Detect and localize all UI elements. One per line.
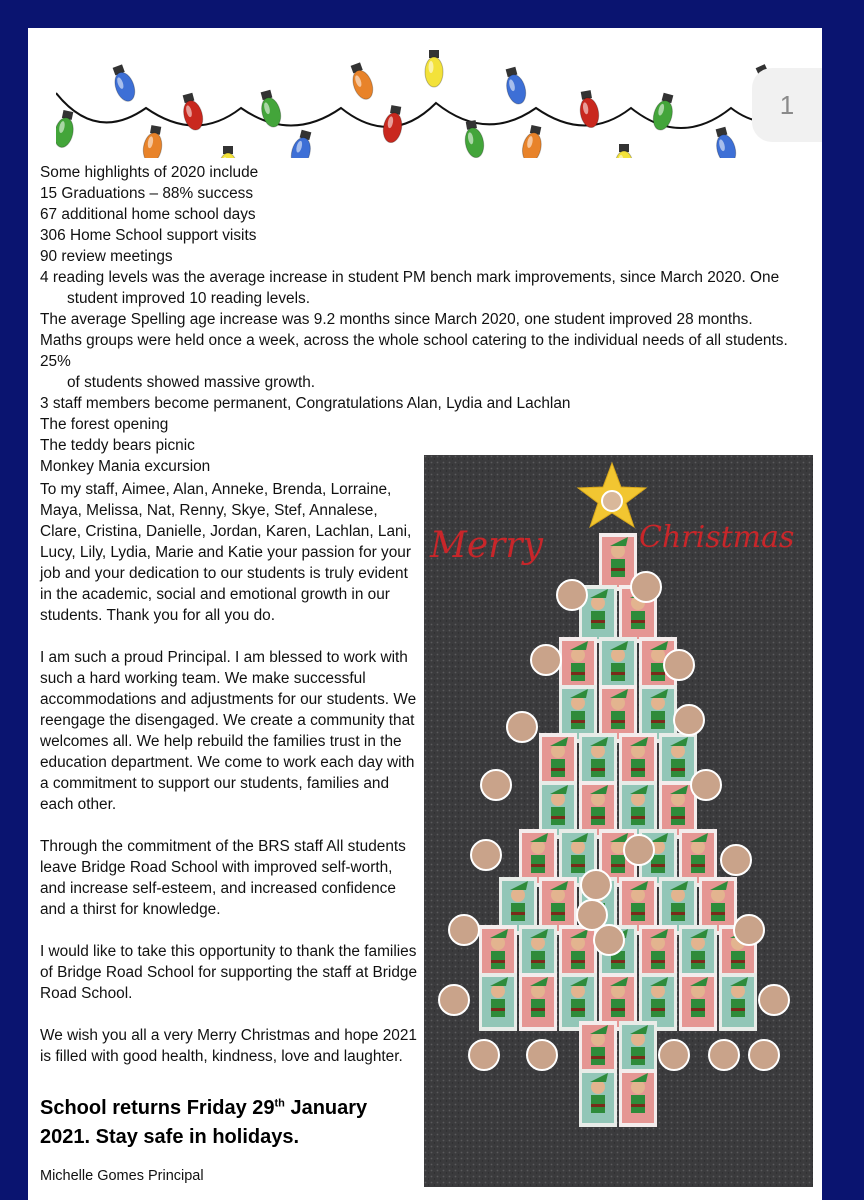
commitment-paragraph: Through the commitment of the BRS staff All students leave Bridge Road School with improved self-worth, and increase self-esteem, and increased confidence and a thirst for knowledge. (40, 838, 406, 918)
staff-photo-ornament (759, 985, 789, 1015)
highlight-line: 4 reading levels was the average increase in student PM bench mark improvements, since March 2020. One (40, 269, 780, 286)
staff-photo-ornament (507, 712, 537, 742)
staff-photo-ornament (594, 925, 624, 955)
highlight-line: 90 review meetings (40, 248, 173, 265)
light-bulb-icon (109, 63, 139, 104)
staff-photo-ornament (631, 572, 661, 602)
light-bulb-icon (56, 109, 77, 149)
merry-word: Merry (430, 525, 543, 566)
staff-photo-ornament (734, 915, 764, 945)
returns-text-end: January 2021. Stay safe in holidays. (40, 1097, 368, 1148)
elf-card (719, 973, 757, 1031)
proud-principal-paragraph: I am such a proud Principal. I am blessed to work with such a hard working team. We make successful accommodations and adjustments for our students. We reengage the disengaged. We create a community that welcomes all. We help rebuild the families trust in the education department. We come to work each day with a commitment to support our students, families and each other. (40, 649, 417, 813)
staff-photo-ornament (674, 705, 704, 735)
elf-card (679, 973, 717, 1031)
staff-photo-ornament (749, 1040, 779, 1070)
highlight-line: 306 Home School support visits (40, 227, 257, 244)
principal-signature: Michelle Gomes Principal (40, 1168, 204, 1184)
light-bulb-icon (288, 129, 315, 158)
returns-text-start: School returns Friday 29 (40, 1097, 275, 1119)
christmas-word: Christmas (639, 520, 795, 555)
christmas-tree-artwork (424, 455, 813, 1187)
staff-photo-ornament (664, 650, 694, 680)
staff-photo-ornament (581, 870, 611, 900)
light-bulb-icon (219, 146, 237, 158)
staff-photo-ornament (557, 580, 587, 610)
highlight-line: The average Spelling age increase was 9.2 months since March 2020, one student improved 28 months. (40, 311, 753, 328)
staff-thanks-paragraph: To my staff, Aimee, Alan, Anneke, Brenda, Lorraine, Maya, Melissa, Nat, Renny, Skye, Stef, Annalese, Clare, Cristina, Danielle, Jordan, Karen, Lachlan, Lani, Lucy, Lily, Lydia, Marie and Katie your passion for your job and your dedication to our students is truly evident in the academic, social and emotional growth in our students. Thank you for all you do. (40, 481, 412, 624)
staff-photo-ornament (659, 1040, 689, 1070)
staff-photo-ornament (471, 840, 501, 870)
staff-photo-ornament (469, 1040, 499, 1070)
school-returns-notice (40, 1094, 420, 1152)
light-bulb-icon (520, 124, 545, 158)
elf-card (479, 973, 517, 1031)
newsletter-page (28, 28, 822, 1200)
staff-photo-ornament (481, 770, 511, 800)
christmas-tree-photo (424, 455, 813, 1187)
principal-message (40, 479, 420, 1088)
highlight-line: 15 Graduations – 88% success (40, 185, 254, 202)
light-bulb-icon (615, 144, 633, 158)
staff-photo-ornament (709, 1040, 739, 1070)
staff-photo-ornament (624, 835, 654, 865)
page-number: 1 (779, 89, 795, 120)
staff-photo-ornament (531, 645, 561, 675)
highlights-list (40, 162, 810, 477)
highlight-line: The teddy bears picnic (40, 437, 195, 454)
page-number-badge (752, 68, 822, 142)
light-bulb-icon (425, 50, 443, 87)
highlight-line: of students showed massive growth. (67, 374, 316, 391)
elf-card (579, 1069, 617, 1127)
elf-card (519, 973, 557, 1031)
highlight-line: The forest opening (40, 416, 169, 433)
light-bulb-icon (257, 89, 284, 129)
elf-card (619, 1069, 657, 1127)
light-bulb-icon (577, 89, 601, 129)
christmas-wish-paragraph: We wish you all a very Merry Christmas and hope 2021 is filled with good health, kindness, love and laughter. (40, 1027, 417, 1065)
light-bulb-icon (141, 124, 165, 158)
light-bulb-icon (179, 92, 206, 132)
staff-photo-ornament (721, 845, 751, 875)
highlight-line: Monkey Mania excursion (40, 458, 211, 475)
families-thanks-paragraph: I would like to take this opportunity to thank the families of Bridge Road School for supporting the staff at Bridge Road School. (40, 943, 418, 1002)
light-bulb-icon (381, 104, 405, 144)
highlight-line: 3 staff members become permanent, Congratulations Alan, Lydia and Lachlan (40, 395, 571, 412)
highlight-line: 67 additional home school days (40, 206, 256, 223)
light-bulb-icon (712, 126, 739, 158)
light-bulb-icon (347, 61, 377, 102)
highlight-line: student improved 10 reading levels. (67, 290, 310, 307)
staff-photo-ornament (691, 770, 721, 800)
staff-photo-ornament (527, 1040, 557, 1070)
light-bulb-icon (650, 92, 677, 132)
highlight-line: Maths groups were held once a week, across the whole school catering to the individual needs of all students. 25% (40, 332, 788, 370)
returns-superscript: th (274, 1097, 285, 1110)
christmas-lights-garland (56, 48, 822, 158)
light-bulb-icon (502, 66, 529, 106)
highlight-line: Some highlights of 2020 include (40, 164, 259, 181)
light-bulb-icon (462, 119, 486, 158)
staff-photo-ornament (449, 915, 479, 945)
staff-photo-ornament (439, 985, 469, 1015)
